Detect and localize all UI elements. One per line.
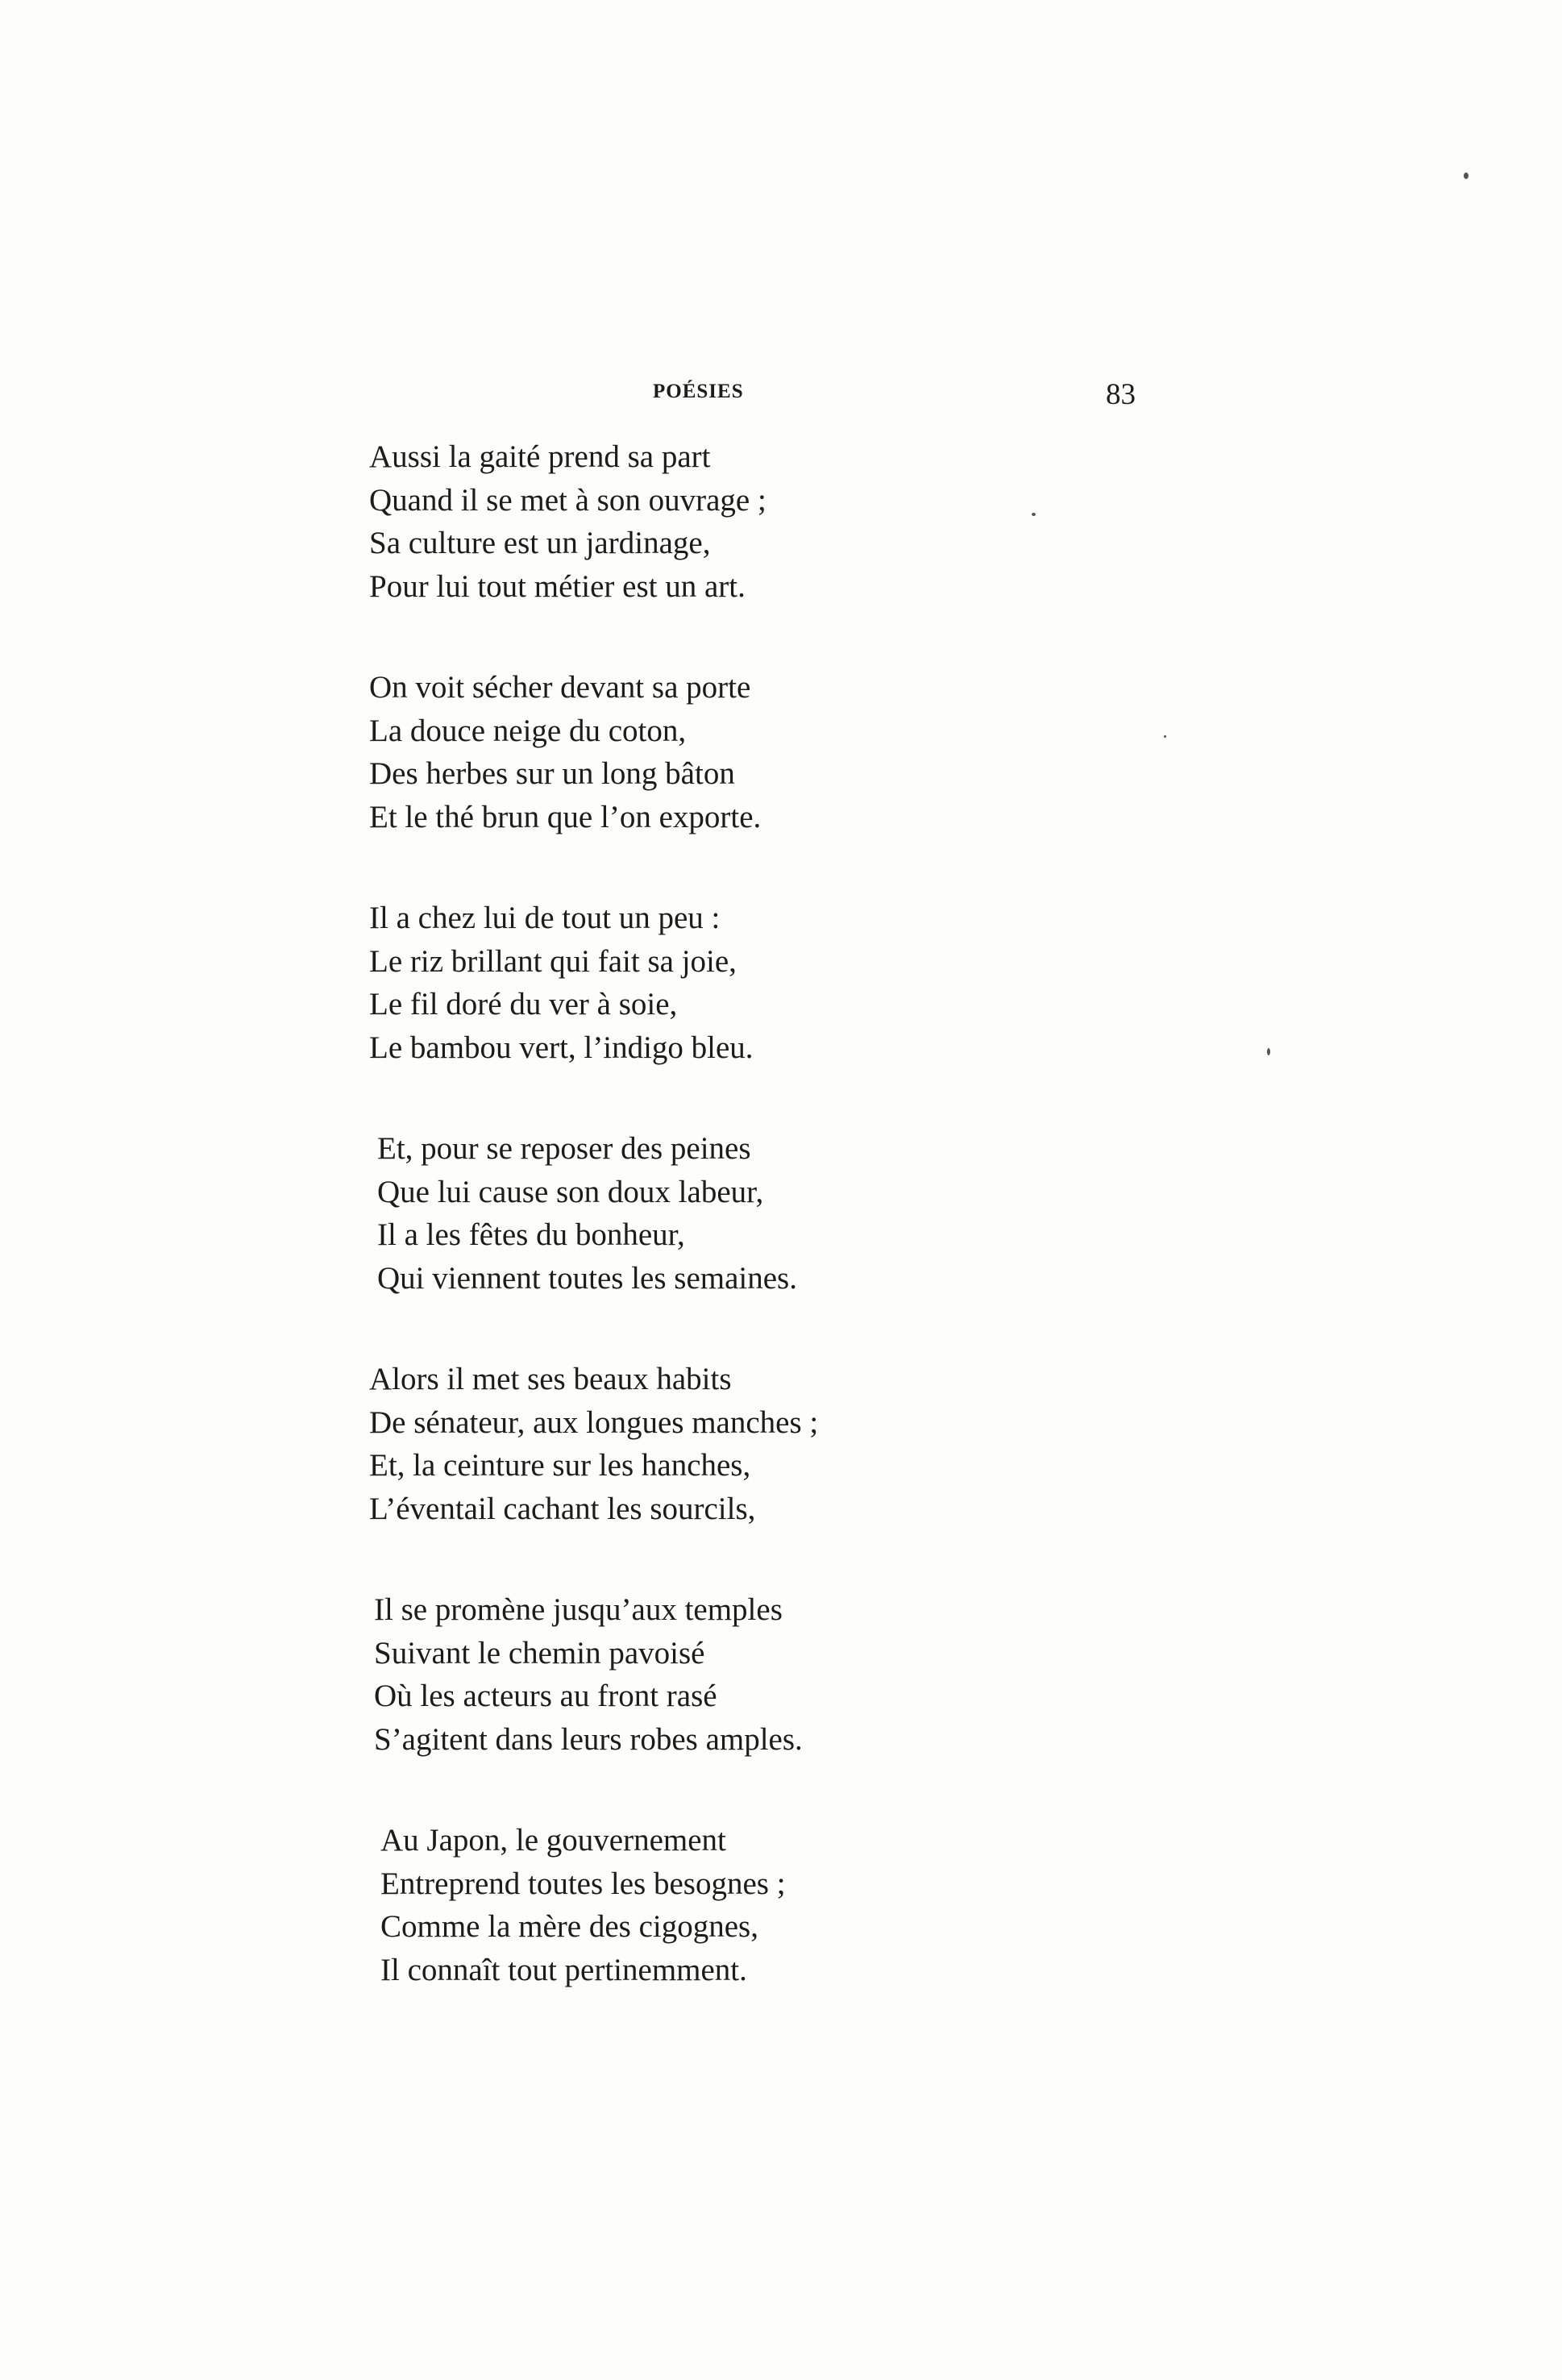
verse-line: La douce neige du coton,	[369, 713, 687, 748]
verse-line: Au Japon, le gouvernement	[380, 1823, 726, 1858]
running-title: POÉSIES	[653, 381, 744, 402]
stanza	[369, 1358, 949, 1530]
ink-speck	[1032, 513, 1036, 516]
page-number: 83	[1106, 378, 1136, 411]
verse-line: Entreprend toutes les besognes ;	[380, 1866, 786, 1901]
ink-speck	[1267, 1048, 1270, 1055]
verse-line: Et, pour se reposer des peines	[377, 1131, 751, 1166]
ink-speck	[1164, 735, 1166, 738]
stanza	[369, 666, 949, 838]
running-head	[0, 377, 1562, 410]
verse-line: Et le thé brun que l’on exporte.	[369, 799, 762, 834]
stanza	[369, 897, 949, 1069]
verse-line: Il a les fêtes du bonheur,	[377, 1217, 685, 1252]
verse-line: Le fil doré du ver à soie,	[369, 987, 678, 1021]
verse-line: Pour lui tout métier est un art.	[369, 568, 746, 604]
verse-line: Qui viennent toutes les semaines.	[377, 1260, 797, 1296]
ink-speck	[1464, 173, 1469, 179]
verse-line: L’éventail cachant les sourcils,	[369, 1491, 756, 1526]
stanza	[369, 435, 949, 608]
poem-body	[369, 435, 949, 2049]
verse-line: Où les acteurs au front rasé	[374, 1679, 717, 1713]
verse-line: Alors il met ses beaux habits	[369, 1362, 732, 1396]
verse-line: On voit sécher devant sa porte	[369, 670, 751, 705]
verse-line: Il a chez lui de tout un peu :	[369, 901, 721, 935]
verse-line: Sa culture est un jardinage,	[369, 526, 711, 560]
verse-line: Il se promène jusqu’aux temples	[374, 1592, 783, 1627]
verse-line: Que lui cause son doux labeur,	[377, 1174, 764, 1209]
verse-line: De sénateur, aux longues manches ;	[369, 1404, 819, 1440]
verse-line: Des herbes sur un long bâton	[369, 756, 735, 791]
verse-line: Comme la mère des cigognes,	[380, 1909, 758, 1944]
verse-line: Le riz brillant qui fait sa joie,	[369, 943, 737, 979]
stanza	[374, 1588, 949, 1761]
verse-line: S’agitent dans leurs robes amples.	[374, 1721, 803, 1757]
verse-line: Aussi la gaité prend sa part	[369, 439, 711, 474]
stanza	[380, 1819, 949, 1991]
verse-line: Et, la ceinture sur les hanches,	[369, 1448, 751, 1483]
verse-line: Le bambou vert, l’indigo bleu.	[369, 1030, 754, 1065]
verse-line: Suivant le chemin pavoisé	[374, 1635, 705, 1671]
verse-line: Il connaît tout pertinemment.	[380, 1952, 747, 1987]
stanza	[377, 1127, 949, 1300]
verse-line: Quand il se met à son ouvrage ;	[369, 482, 766, 518]
